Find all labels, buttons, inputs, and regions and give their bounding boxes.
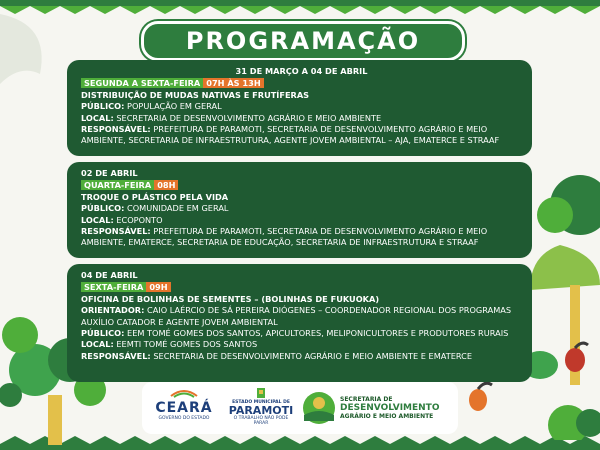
event-day-time-tag: [81, 282, 171, 293]
field-label: RESPONSÁVEL:: [81, 226, 151, 237]
paramoti-slogan: O TRABALHO NÃO PODE PARAR: [233, 416, 289, 426]
top-zigzag-border: [0, 0, 600, 14]
event-card-2: [67, 162, 532, 258]
event-field: [81, 226, 522, 249]
event-day-time-tag: [81, 78, 264, 89]
secretaria-line-2: DESENVOLVIMENTO: [340, 403, 440, 413]
cashew-tree-illustration-right: [520, 245, 600, 395]
tree-illustration-right-top: [530, 170, 600, 240]
ceara-emblem-icon: [169, 388, 199, 398]
event-title: TROQUE O PLÁSTICO PELA VIDA: [81, 191, 229, 202]
event-title: DISTRIBUIÇÃO DE MUDAS NATIVAS E FRUTÍFERAS: [81, 89, 310, 100]
event-field: [81, 339, 522, 350]
field-label: LOCAL:: [81, 214, 114, 225]
field-label: ORIENTADOR:: [81, 305, 145, 316]
ceara-subtitle: GOVERNO DO ESTADO: [158, 416, 210, 421]
event-day: QUARTA-FEIRA: [81, 180, 154, 190]
field-label: PÚBLICO:: [81, 328, 125, 339]
leaf-corner-top-left: [0, 14, 70, 104]
field-value: PREFEITURA DE PARAMOTI, SECRETARIA DE DESENVOLVIMENTO AGRÁRIO E MEIO AMBIENTE, SECRETARIA DE INFRAESTRUTURA, AGENTE JOVEM AMBIENTAL – AJA, EMATERCE E STRAAF: [81, 124, 500, 146]
event-field: [81, 203, 522, 214]
event-card-3: [67, 264, 532, 382]
field-value: SECRETARIA DE DESENVOLVIMENTO AGRÁRIO E MEIO AMBIENTE E EMATERCE: [153, 350, 473, 361]
event-time: 09H: [146, 282, 170, 292]
paramoti-logo: [226, 388, 296, 428]
event-date: 02 DE ABRIL: [81, 168, 138, 178]
paramoti-name: PARAMOTI: [228, 404, 294, 417]
ceara-name: CEARÁ: [155, 400, 213, 416]
paramoti-top-text: ESTADO MUNICIPAL DE: [232, 400, 290, 405]
field-label: PÚBLICO:: [81, 101, 125, 112]
field-value: PREFEITURA DE PARAMOTI, SECRETARIA DE DESENVOLVIMENTO AGRÁRIO E MEIO AMBIENTE, EMATERCE, SECRETARIA DE EDUCAÇÃO, SECRETARIA DE INFRAESTRUTURA E STRAAF: [81, 226, 488, 248]
field-value: POPULAÇÃO EM GERAL: [127, 101, 222, 112]
event-time: 08H: [154, 180, 178, 190]
event-time: 07H ÀS 13H: [203, 78, 263, 88]
event-title: OFICINA DE BOLINHAS DE SEMENTES – (BOLINHAS DE FUKUOKA): [81, 293, 380, 304]
field-label: RESPONSÁVEL:: [81, 350, 151, 361]
event-field: [81, 305, 522, 328]
secretaria-emblem-icon: [302, 391, 336, 425]
field-label: LOCAL:: [81, 339, 114, 350]
secretaria-line-3: AGRÁRIO E MEIO AMBIENTE: [340, 413, 434, 420]
field-label: PÚBLICO:: [81, 203, 125, 214]
secretaria-logo: [302, 388, 454, 428]
page-title: PROGRAMAÇÃO: [141, 21, 465, 61]
secretaria-line-1: SECRETARIA DE: [340, 396, 393, 403]
event-field: [81, 351, 522, 362]
field-label: RESPONSÁVEL:: [81, 124, 151, 135]
field-value: CAIO LAÉRCIO DE SÁ PEREIRA DIÓGENES – COORDENADOR REGIONAL DOS PROGRAMAS AUXÍLIO CATADOR E AGENTE JOVEM AMBIENTAL: [81, 305, 512, 327]
field-label: LOCAL:: [81, 112, 114, 123]
field-value: SECRETARIA DE DESENVOLVIMENTO AGRÁRIO E MEIO AMBIENTE: [116, 112, 382, 123]
event-field: [81, 328, 522, 339]
event-field: [81, 124, 522, 147]
event-day-time-tag: [81, 180, 178, 191]
field-value: EEM TOMÉ GOMES DOS SANTOS, APICULTORES, MELIPONICULTORES E PRODUTORES RURAIS: [127, 328, 509, 339]
event-day: SEXTA-FEIRA: [81, 282, 146, 292]
event-field: [81, 215, 522, 226]
field-value: EEMTI TOMÉ GOMES DOS SANTOS: [116, 339, 258, 350]
event-date: 31 DE MARÇO A 04 DE ABRIL: [235, 66, 368, 76]
field-value: COMUNIDADE EM GERAL: [127, 203, 229, 214]
event-card-1: [67, 60, 532, 156]
sponsor-logos-strip: [142, 382, 458, 434]
event-day: SEGUNDA A SEXTA-FEIRA: [81, 78, 203, 88]
ceara-logo: [148, 388, 220, 428]
paramoti-crest-icon: [251, 388, 271, 398]
event-field: [81, 113, 522, 124]
field-value: ECOPONTO: [116, 214, 163, 225]
event-date: 04 DE ABRIL: [81, 270, 138, 280]
event-field: [81, 101, 522, 112]
bush-illustration-bottom-right: [528, 395, 600, 440]
